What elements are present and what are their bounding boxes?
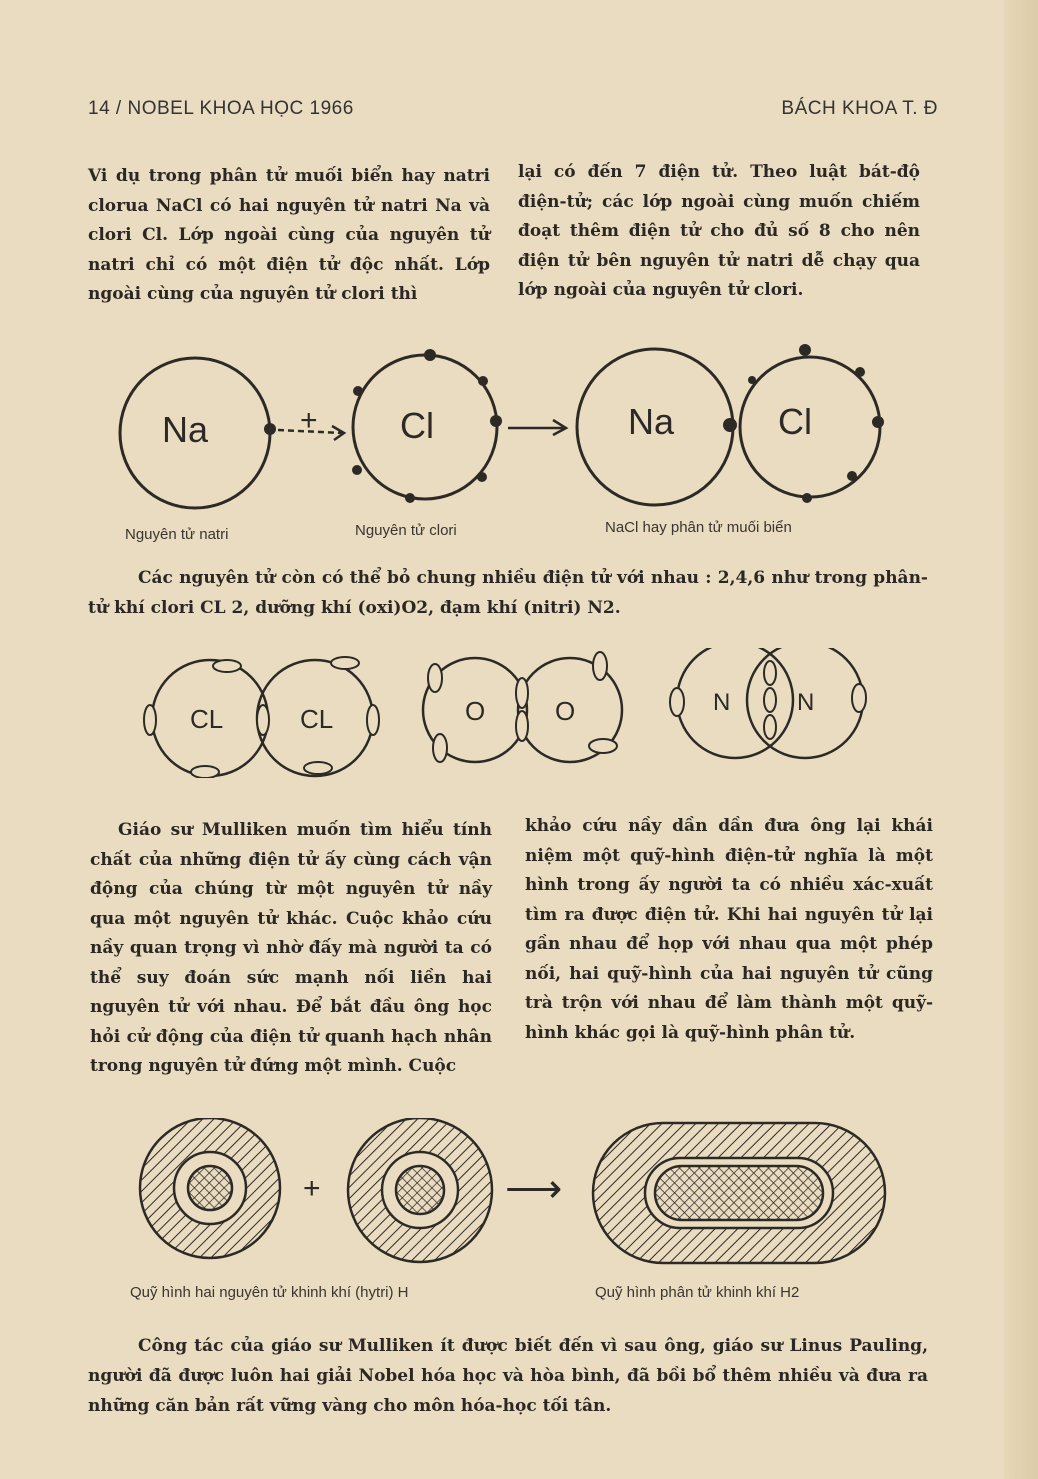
figure-hydrogen-orbitals xyxy=(135,1118,895,1278)
caption-hydrogen-molecule: Quỹ hình phân tử khinh khí H2 xyxy=(595,1284,800,1301)
cl-left-label: CL xyxy=(190,704,224,734)
body-left-column xyxy=(90,816,492,1082)
caption-natri: Nguyên tử natri xyxy=(125,526,229,543)
page-edge xyxy=(1004,0,1038,1479)
figure-nacl-diagram xyxy=(110,338,900,510)
caption-clori: Nguyên tử clori xyxy=(355,522,457,539)
closing-paragraph: Công tác của giáo sư Mulliken ít được biết đến vì sau ông, giáo sư Linus Pauling, người đã được luôn hai giải Nobel hóa học và hòa bình, đã bồi bổ thêm nhiều và đưa ra những căn bản rất vững vàng cho môn hóa-học tối tân. xyxy=(88,1336,928,1416)
n-right-label: N xyxy=(797,689,815,716)
body-right-text: khảo cứu nầy dần dần đưa ông lại khái niệm một quỹ-hình điện-tử nghĩa là một hình trong ấy người ta có nhiều xác-xuất tìm ra được điện tử. Khi hai nguyên tử lại gần nhau để họp với nhau qua một phép nối, hai quỹ-hình của hai nguyên tử cũng trà trộn với nhau để làm thành một quỹ-hình khác gọi là quỹ-hình phân tử. xyxy=(525,816,933,1043)
intro-right-text: lại có đến 7 điện tử. Theo luật bát-độ điện-tử; các lớp ngoài cùng muốn chiếm đoạt thêm điện tử cho đủ số 8 cho nên điện tử bên nguyên tử natri dễ chạy qua lớp ngoài của nguyên tử clori. xyxy=(518,162,920,300)
body-left-text: Giáo sư Mulliken muốn tìm hiểu tính chất của những điện tử ấy cùng cách vận động của chúng từ một nguyên tử nầy qua một nguyên tử khác. Cuộc khảo cứu nầy quan trọng vì nhờ đấy mà người ta có thể suy đoán sức mạnh nối liền hai nguyên tử với nhau. Để bắt đầu ông học hỏi cử động của điện tử quanh hạch nhân trong nguyên tử đứng một mình. Cuộc xyxy=(90,820,492,1076)
plus-sign: + xyxy=(300,404,318,437)
na-molecule-label: Na xyxy=(628,401,675,442)
o-left-label: O xyxy=(465,696,486,726)
shared-electrons-paragraph: Các nguyên tử còn có thể bỏ chung nhiều điện tử với nhau : 2,4,6 như trong phân-tử khí clori CL 2, dưỡng khí (oxi)O2, đạm khí (nitri) N2. xyxy=(88,568,928,618)
page-header xyxy=(88,98,948,128)
body-right-column xyxy=(525,812,933,1048)
intro-left-column xyxy=(88,162,490,310)
intro-left-text: Vi dụ trong phân tử muối biển hay natri clorua NaCl có hai nguyên tử natri Na và clori Cl. Lớp ngoài cùng của nguyên tử natri chỉ có một điện tử độc nhất. Lớp ngoài cùng của nguyên tử clori thì xyxy=(88,166,490,304)
caption-nacl: NaCl hay phân tử muối biển xyxy=(605,519,792,536)
caption-hydrogen-atoms: Quỹ hình hai nguyên tử khinh khí (hytri) H xyxy=(130,1284,409,1301)
orbital-plus-sign: + xyxy=(303,1172,321,1205)
cl-right-label: CL xyxy=(300,704,334,734)
header-left: 14 / NOBEL KHOA HỌC 1966 xyxy=(88,98,354,119)
cl-atom-label: Cl xyxy=(400,405,434,446)
na-atom-label: Na xyxy=(162,409,209,450)
orbital-arrow: ⟶ xyxy=(505,1167,563,1211)
o-right-label: O xyxy=(555,696,576,726)
intro-right-column xyxy=(518,158,920,306)
cl-molecule-label: Cl xyxy=(778,401,812,442)
n-left-label: N xyxy=(713,689,731,716)
figure-shared-electrons xyxy=(135,648,875,778)
header-right: BÁCH KHOA T. Đ xyxy=(781,98,938,119)
